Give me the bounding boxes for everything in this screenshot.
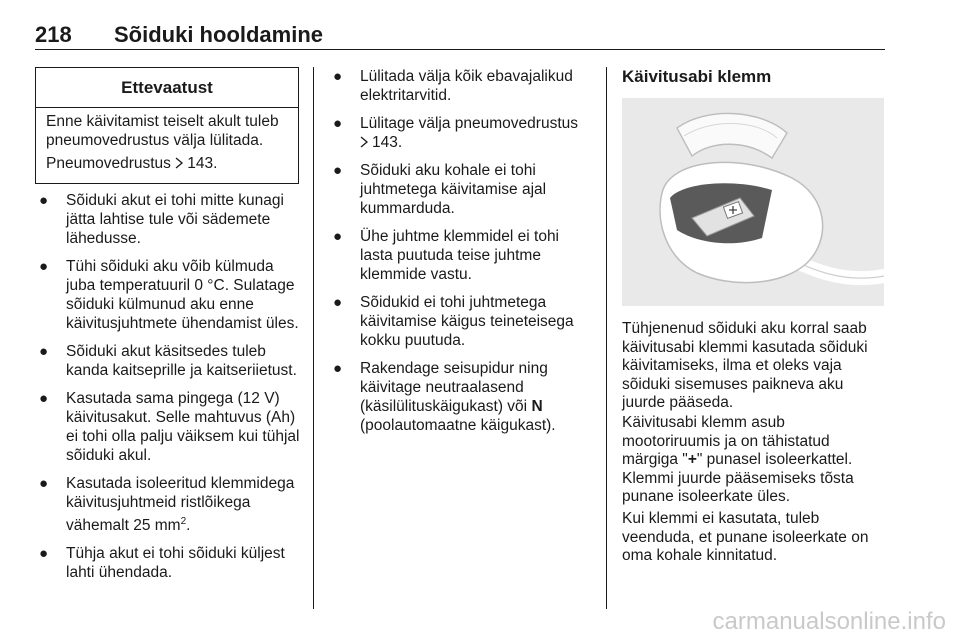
- paragraph: Käivitusabi klemm asub mootoriruumis ja on tähistatud märgiga "+" punasel isoleerkattel. Klemmi juurde pääsemiseks tõsta punane isoleerkate üles.: [622, 414, 854, 505]
- list-item: ● Sõidukid ei tohi juhtmetega käivitamise käigus teineteisega kokku puutuda.: [333, 294, 574, 349]
- page-header: [35, 20, 885, 50]
- plus-symbol-icon: +: [687, 451, 697, 468]
- bullet-icon: ●: [39, 192, 49, 209]
- superscript: 2: [180, 516, 187, 527]
- page-title: Sõiduki hooldamine: [114, 22, 324, 47]
- paragraph: Kui klemmi ei kasutata, tuleb veenduda, et punane isoleerkate on oma kohale kinnitatud.: [622, 510, 869, 564]
- jump-start-terminal-illustration-icon: [622, 98, 884, 306]
- list-item: ● Sõiduki akut käsitsedes tuleb kanda kaitseprille ja kaitseriietust.: [39, 343, 297, 379]
- page-ref-arrow-icon: [360, 136, 369, 148]
- paragraph: Tühjenenud sõiduki aku korral saab käivitusabi klemmi kasutada sõiduki käivitamiseks, ilma et oleks vaja sõiduki sisemuses paikneva aku juurde pääseda.: [622, 320, 868, 411]
- list-item: ● Sõiduki akut ei tohi mitte kunagi jätta lahtise tule või sädemete lähedusse.: [39, 192, 284, 247]
- bullet-icon: ●: [39, 475, 49, 492]
- bullet-icon: ●: [333, 68, 343, 85]
- bullet-icon: ●: [333, 162, 343, 179]
- list-item: ● Tühja akut ei tohi sõiduki küljest lahti ühendada.: [39, 545, 285, 582]
- list-item: ● Lülitage välja pneumovedrustus 143.: [333, 115, 578, 151]
- bullet-icon: ●: [39, 343, 49, 360]
- warning-title: Ettevaatust: [36, 68, 298, 108]
- list-item: ● Kasutada isoleeritud klemmidega käivitusjuhtmeid ristlõikega vähemalt 25 $mm^2$.: [39, 475, 295, 535]
- list-item: ● Rakendage seisupidur ning käivitage neutraalasend (käsilülituskäigukast) või N (poolautomaatne käigukast).: [333, 360, 556, 434]
- bullet-icon: ●: [333, 360, 343, 377]
- list-item: ● Ühe juhtme klemmidel ei tohi lasta puutuda teise juhtme klemmide vastu.: [333, 228, 560, 283]
- bullet-icon: ●: [333, 228, 343, 245]
- warning-box: [35, 67, 299, 184]
- column-divider-right: [606, 67, 607, 609]
- list-item: ● Tühi sõiduki aku võib külmuda juba temperatuuril 0 °C. Sulatage sõiduki külmunud aku enne käivitusjuhtmete ühendamist üles.: [39, 258, 299, 332]
- bullet-icon: ●: [39, 258, 49, 275]
- gear-letter: N: [531, 398, 543, 415]
- bullet-icon: ●: [333, 115, 343, 132]
- warning-reference: Pneumovedrustus 143.: [46, 155, 218, 172]
- warning-text: Enne käivitamist teiselt akult tuleb pneumovedrustus välja lülitada.: [46, 113, 279, 149]
- page-reference[interactable]: 143.: [187, 155, 218, 172]
- bullet-icon: ●: [39, 545, 49, 563]
- section-title: Käivitusabi klemm: [622, 67, 772, 86]
- page-number: 218: [35, 22, 72, 47]
- watermark: carmanualsonline.info: [712, 608, 946, 635]
- middle-bullet-list: [329, 67, 591, 444]
- bullet-icon: ●: [333, 294, 343, 311]
- page-ref-arrow-icon: [175, 157, 184, 169]
- list-item: ● Sõiduki aku kohale ei tohi juhtmetega käivitamise ajal kummarduda.: [333, 162, 547, 217]
- column-divider-left: [313, 67, 314, 609]
- list-item: ● Lülitada välja kõik ebavajalikud elektritarvitid.: [333, 68, 573, 104]
- page-reference[interactable]: 143.: [372, 134, 403, 151]
- left-bullet-list: [35, 191, 301, 591]
- bullet-icon: ●: [39, 390, 49, 407]
- list-item: ● Kasutada sama pingega (12 V) käivitusakut. Selle mahtuvus (Ah) ei tohi olla palju väiksem kui tühjal sõiduki akul.: [39, 390, 300, 464]
